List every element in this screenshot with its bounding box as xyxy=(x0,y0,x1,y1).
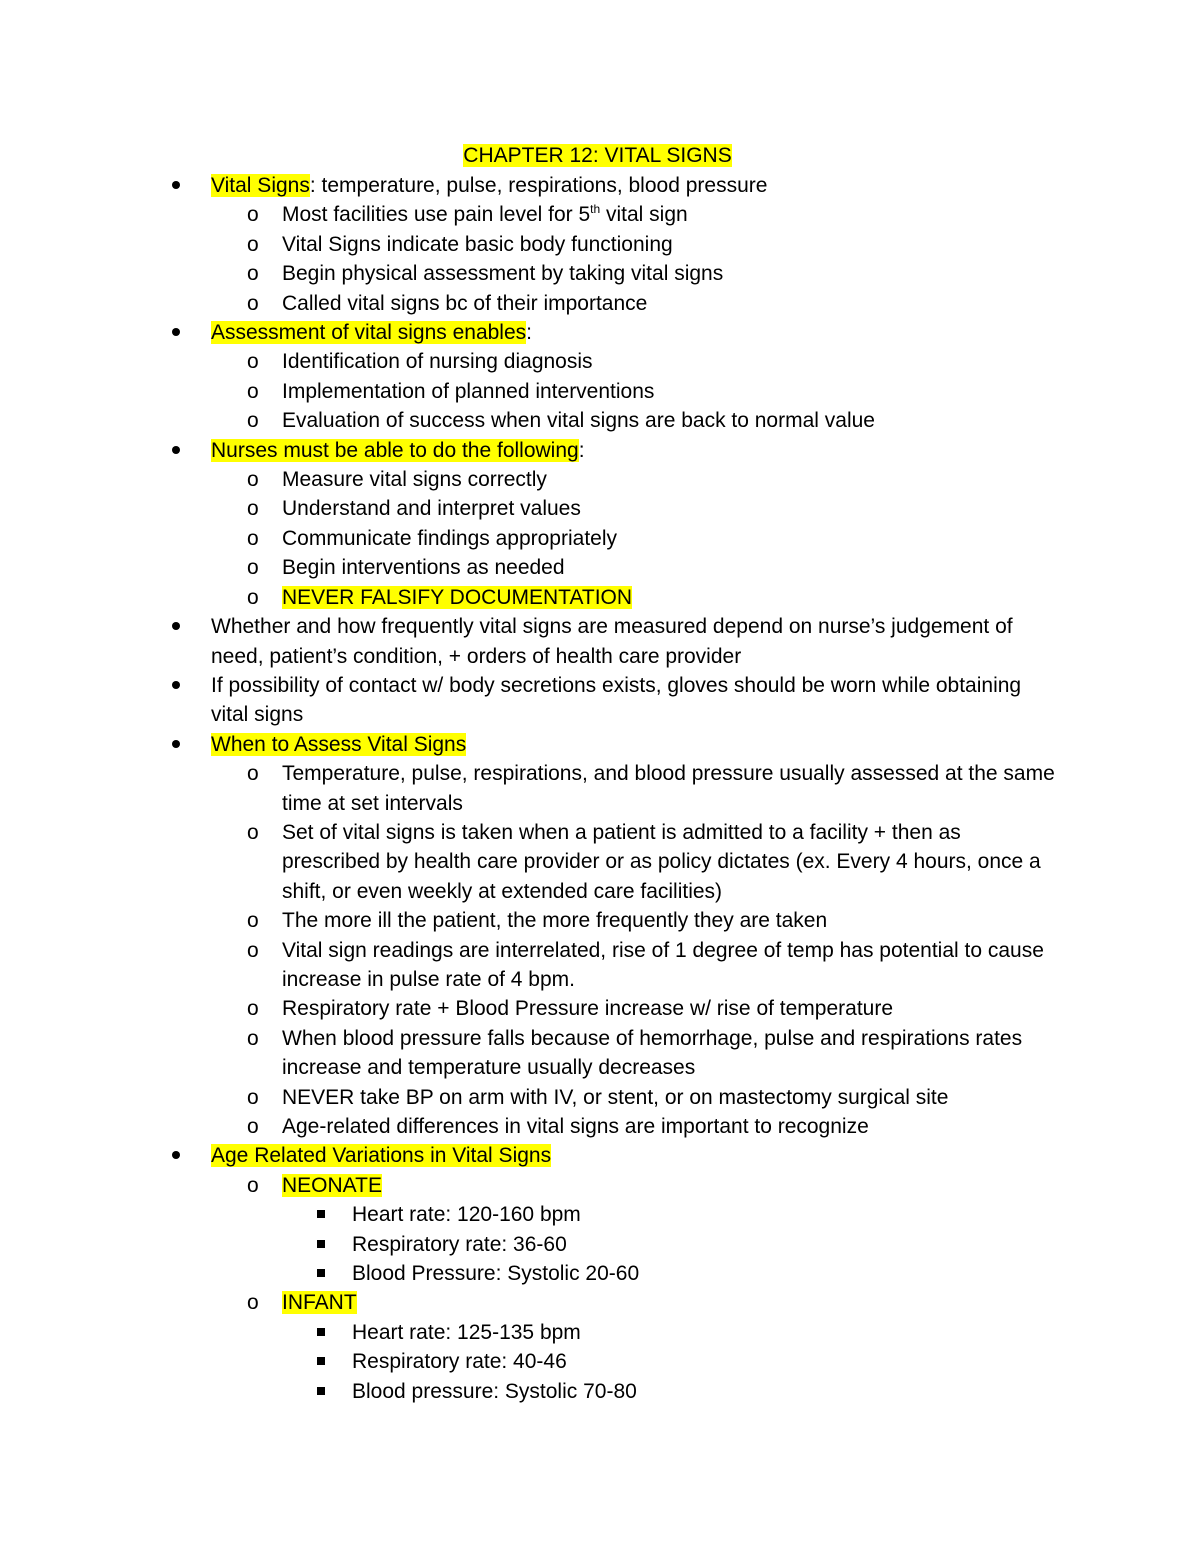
list-item xyxy=(0,318,1061,347)
bullet-icon xyxy=(172,1141,180,1170)
circle-bullet-icon: o xyxy=(247,526,259,550)
item-text: Identification of nursing diagnosis xyxy=(282,350,593,374)
highlighted-heading: When to Assess Vital Signs xyxy=(211,732,467,756)
list-item xyxy=(0,1318,1052,1347)
list-item xyxy=(0,494,1062,523)
circle-bullet-icon: o xyxy=(247,938,259,962)
list-item xyxy=(0,406,1062,435)
item-text: When blood pressure falls because of hemorrhage, pulse and respirations rates increase and temperature usually decreases xyxy=(282,1026,1023,1080)
item-text: Evaluation of success when vital signs are back to normal value xyxy=(282,409,875,433)
bullet-icon xyxy=(172,612,180,641)
bullet-icon xyxy=(172,171,180,200)
circle-bullet-icon: o xyxy=(247,1026,259,1050)
list-item xyxy=(0,994,1062,1023)
bullet-icon xyxy=(172,730,180,759)
circle-bullet-icon: o xyxy=(247,379,259,403)
item-text: Called vital signs bc of their importance xyxy=(282,291,648,315)
square-bullet-icon xyxy=(317,1259,325,1288)
title-text: CHAPTER 12: VITAL SIGNS xyxy=(463,144,732,167)
item-text: Implementation of planned interventions xyxy=(282,379,655,403)
list-item xyxy=(0,1024,1062,1083)
item-text: Temperature, pulse, respirations, and blood pressure usually assessed at the same time at set intervals xyxy=(282,762,1055,815)
square-bullet-icon xyxy=(317,1347,325,1376)
circle-bullet-icon: o xyxy=(247,820,259,844)
list-item xyxy=(0,200,1062,229)
bullet-icon xyxy=(172,671,180,700)
highlighted-heading: Vital Signs xyxy=(211,174,310,197)
circle-bullet-icon: o xyxy=(247,1085,259,1109)
item-text: Respiratory rate: 36-60 xyxy=(352,1232,567,1256)
circle-bullet-icon: o xyxy=(247,232,259,256)
list-item xyxy=(0,1141,1061,1170)
list-item xyxy=(0,1200,1052,1229)
item-text: Begin physical assessment by taking vital signs xyxy=(282,262,724,286)
list-item xyxy=(0,289,1062,318)
circle-bullet-icon: o xyxy=(247,556,259,580)
square-bullet-icon xyxy=(317,1318,325,1347)
circle-bullet-icon: o xyxy=(247,762,259,786)
item-text: Vital Signs indicate basic body functioning xyxy=(282,232,673,256)
highlighted-text: NEVER FALSIFY DOCUMENTATION xyxy=(282,585,633,609)
circle-bullet-icon: o xyxy=(247,468,259,492)
circle-bullet-icon: o xyxy=(247,262,259,286)
item-text: Heart rate: 125-135 bpm xyxy=(352,1320,581,1344)
list-item xyxy=(0,1230,1052,1259)
item-text: If possibility of contact w/ body secretions exists, gloves should be worn while obtaining vital signs xyxy=(211,673,1022,727)
list-item xyxy=(0,465,1062,494)
list-item xyxy=(0,1259,1052,1288)
list-item xyxy=(0,1083,1062,1112)
circle-bullet-icon: o xyxy=(247,585,259,609)
superscript: th xyxy=(590,202,601,217)
list-item xyxy=(0,230,1062,259)
bullet-icon xyxy=(172,318,180,347)
circle-bullet-icon: o xyxy=(247,1173,259,1197)
list-item xyxy=(0,818,1062,906)
list-item xyxy=(0,1288,1062,1317)
highlighted-heading: Nurses must be able to do the following xyxy=(211,438,579,462)
item-text: Age-related differences in vital signs are important to recognize xyxy=(282,1115,869,1138)
list-item xyxy=(0,583,1062,612)
circle-bullet-icon: o xyxy=(247,909,259,933)
list-item xyxy=(0,171,1061,200)
list-item xyxy=(0,906,1062,935)
highlighted-heading: Age Related Variations in Vital Signs xyxy=(211,1144,552,1168)
circle-bullet-icon: o xyxy=(247,350,259,374)
item-text: Begin interventions as needed xyxy=(282,556,565,580)
square-bullet-icon xyxy=(317,1377,325,1406)
item-text: Set of vital signs is taken when a patient is admitted to a facility + then as prescribed by health care provider or as policy dictates (ex. Every 4 hours, once a shift, or even weekly at extended care facilities) xyxy=(282,820,1041,903)
list-item xyxy=(0,730,1061,759)
list-item xyxy=(0,524,1062,553)
item-text: Understand and interpret values xyxy=(282,497,581,521)
item-text: The more ill the patient, the more frequently they are taken xyxy=(282,909,828,933)
item-text: Whether and how frequently vital signs are measured depend on nurse’s judgement of need, patient’s condition, + orders of health care provider xyxy=(211,615,1013,668)
list-item xyxy=(0,671,1061,730)
circle-bullet-icon: o xyxy=(247,1115,259,1138)
square-bullet-icon xyxy=(317,1230,325,1259)
list-item xyxy=(0,759,1062,818)
item-text: Measure vital signs correctly xyxy=(282,468,547,492)
item-text: Vital sign readings are interrelated, rise of 1 degree of temp has potential to cause increase in pulse rate of 4 bpm. xyxy=(282,938,1044,991)
list-item xyxy=(0,377,1062,406)
circle-bullet-icon: o xyxy=(247,409,259,433)
list-item xyxy=(0,936,1062,995)
highlighted-heading: Assessment of vital signs enables xyxy=(211,321,527,345)
item-text: Respiratory rate: 40-46 xyxy=(352,1350,567,1374)
item-text: Blood pressure: Systolic 70-80 xyxy=(352,1379,637,1403)
list-item xyxy=(0,347,1062,376)
item-text: Respiratory rate + Blood Pressure increase w/ rise of temperature xyxy=(282,997,894,1021)
list-item xyxy=(0,553,1062,582)
item-text: Communicate findings appropriately xyxy=(282,526,618,550)
circle-bullet-icon: o xyxy=(247,497,259,521)
list-item xyxy=(0,1171,1062,1200)
item-text: Blood Pressure: Systolic 20-60 xyxy=(352,1262,640,1286)
circle-bullet-icon: o xyxy=(247,997,259,1021)
list-item xyxy=(0,612,1061,671)
item-text: : temperature, pulse, respirations, blood pressure xyxy=(309,174,768,197)
circle-bullet-icon: o xyxy=(247,1291,259,1315)
square-bullet-icon xyxy=(317,1200,325,1229)
item-text: NEVER take BP on arm with IV, or stent, or on mastectomy surgical site xyxy=(282,1085,949,1109)
page-title xyxy=(0,141,1195,171)
list-item xyxy=(0,1377,1052,1406)
list-item xyxy=(0,259,1062,288)
list-item xyxy=(0,1112,1062,1141)
item-text: vital sign xyxy=(600,203,688,227)
list-item xyxy=(0,436,1061,465)
item-text: : xyxy=(526,321,532,345)
bullet-icon xyxy=(172,436,180,465)
circle-bullet-icon: o xyxy=(247,203,259,227)
item-text: : xyxy=(578,438,585,462)
highlighted-text: INFANT xyxy=(282,1291,357,1315)
circle-bullet-icon: o xyxy=(247,291,259,315)
list-item xyxy=(0,1347,1052,1376)
highlighted-text: NEONATE xyxy=(282,1173,382,1197)
outline xyxy=(0,171,1200,1406)
item-text: Most facilities use pain level for 5 xyxy=(282,203,591,227)
item-text: Heart rate: 120-160 bpm xyxy=(352,1203,581,1227)
